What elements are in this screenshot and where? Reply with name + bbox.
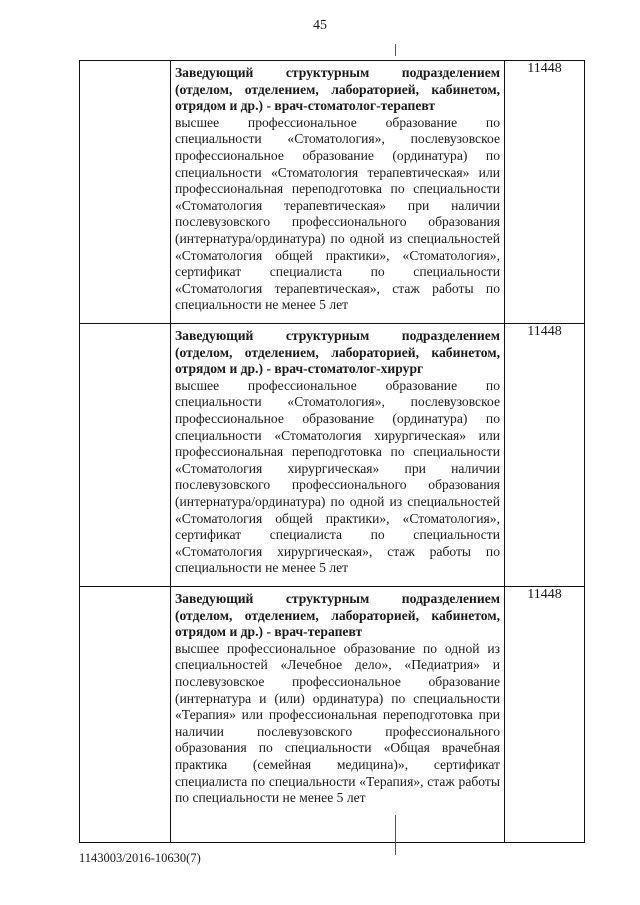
position-code: 11448 [505, 324, 585, 587]
position-title: Заведующий структурным подразделением (отделом, отделением, лабораторией, кабинетом, отрядом и др.) - врач-терапевт [175, 591, 500, 640]
position-requirements: высшее профессиональное образование по одной из специальностей «Лечебное дело», «Педиатрия» и послевузовское профессиональное образование (интернатура и (или) ординатура) по специальности «Терапия» или профессиональная переподготовка при наличии послевузовского профессионального образования по специальности «Общая врачебная практика (семейная медицина)», сертификат специалиста по специальности «Терапия», стаж работы по специальности не менее 5 лет [175, 640, 500, 806]
position-cell [171, 587, 505, 843]
qualification-table [79, 60, 585, 843]
empty-cell [80, 61, 171, 324]
table-row [80, 61, 585, 324]
position-title: Заведующий структурным подразделением (отделом, отделением, лабораторией, кабинетом, отрядом и др.) - врач-стоматолог-хирург [175, 328, 500, 377]
position-code: 11448 [505, 61, 585, 324]
scan-artifact-bottom [395, 815, 396, 855]
position-code: 11448 [505, 587, 585, 843]
position-title: Заведующий структурным подразделением (отделом, отделением, лабораторией, кабинетом, отрядом и др.) - врач-стоматолог-терапевт [175, 65, 500, 114]
position-requirements: высшее профессиональное образование по специальности «Стоматология», послевузовское профессиональное образование (ординатура) по специальности «Стоматология терапевтическая» или профессиональная переподготовка по специальности «Стоматология терапевтическая» при наличии послевузовского профессионального образования (интернатура/ординатура) по одной из специальностей «Стоматология общей практики», «Стоматология», сертификат специалиста по специальности «Стоматология терапевтическая», стаж работы по специальности не менее 5 лет [175, 114, 500, 313]
empty-cell [80, 587, 171, 843]
scan-artifact-top [395, 44, 396, 56]
page-number: 45 [313, 18, 327, 33]
position-cell [171, 324, 505, 587]
table-row [80, 324, 585, 587]
position-cell [171, 61, 505, 324]
document-id: 1143003/2016-10630(7) [79, 851, 201, 865]
empty-cell [80, 324, 171, 587]
table-row [80, 587, 585, 843]
position-requirements: высшее профессиональное образование по специальности «Стоматология», послевузовское профессиональное образование (ординатура) по специальности «Стоматология хирургическая» или профессиональная переподготовка по специальности «Стоматология хирургическая» при наличии послевузовского профессионального образования (интернатура/ординатура) по одной из специальностей «Стоматология общей практики», «Стоматология», сертификат специалиста по специальности «Стоматология хирургическая», стаж работы по специальности не менее 5 лет [175, 377, 500, 576]
